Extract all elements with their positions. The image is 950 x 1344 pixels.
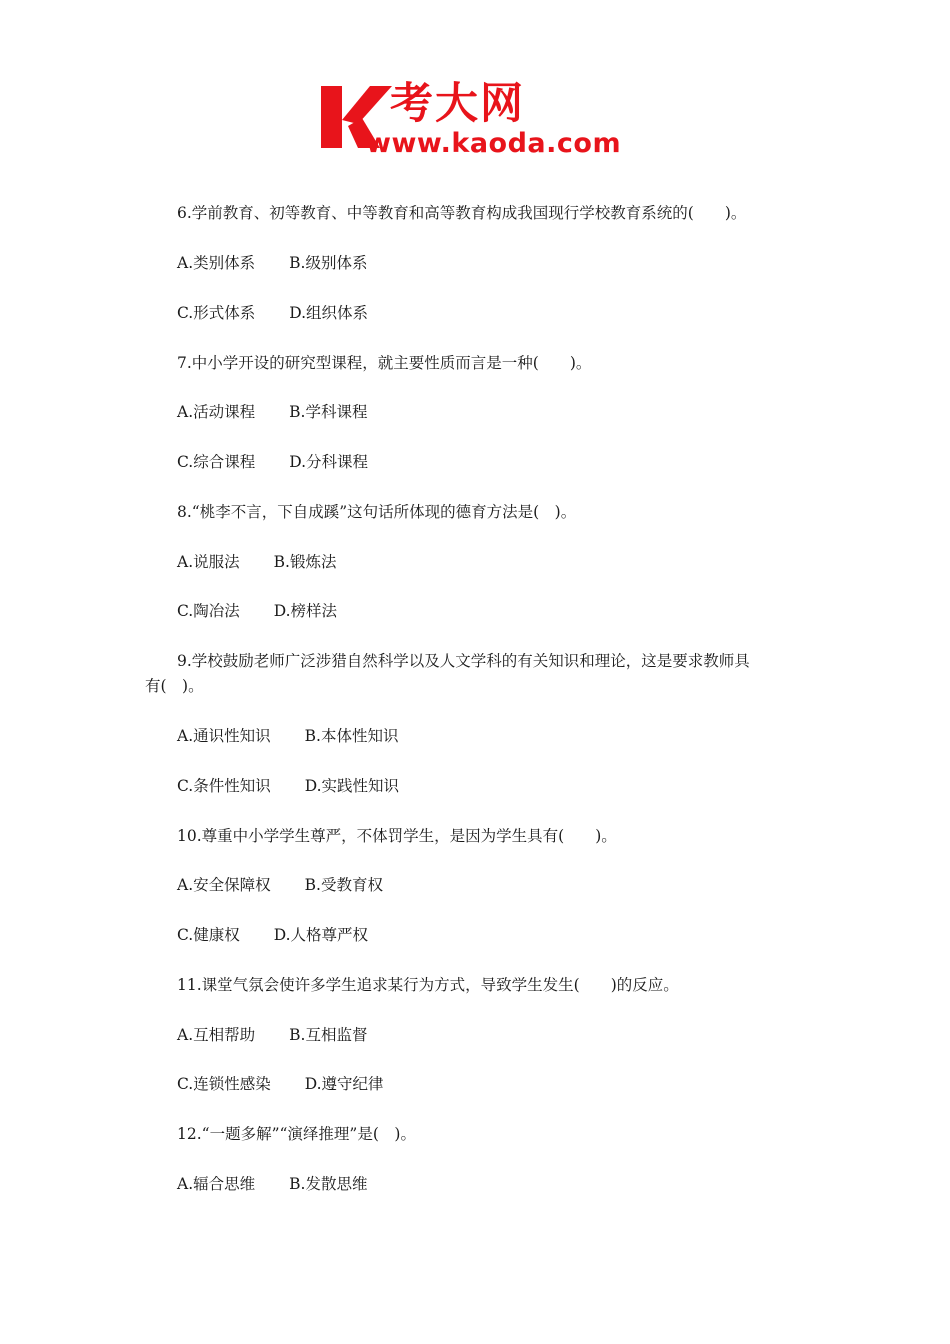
question-stem: 8.“桃李不言，下自成蹊”这句话所体现的德育方法是( )。 xyxy=(177,503,577,521)
question-stem: 12.“一题多解”“演绎推理”是( )。 xyxy=(177,1125,416,1143)
option-row xyxy=(177,252,367,274)
option-row xyxy=(177,451,368,473)
option-row xyxy=(177,924,368,946)
option-d: D.遵守纪律 xyxy=(304,1075,384,1093)
question-stem: 10.尊重中小学学生尊严，不体罚学生，是因为学生具有( )。 xyxy=(177,827,617,845)
option-c: C.条件性知识 xyxy=(177,777,271,795)
option-b: B.本体性知识 xyxy=(304,727,399,745)
option-row xyxy=(177,1024,367,1046)
option-b: B.互相监督 xyxy=(289,1026,368,1044)
kaoda-logo xyxy=(318,80,638,160)
option-d: D.组织体系 xyxy=(289,304,369,322)
option-d: D.分科课程 xyxy=(289,453,369,471)
option-a: A.互相帮助 xyxy=(177,1026,256,1044)
option-a: A.通识性知识 xyxy=(177,727,271,745)
option-b: B.受教育权 xyxy=(304,876,383,894)
option-row xyxy=(177,1073,384,1095)
option-d: D.榜样法 xyxy=(273,602,338,620)
question-stem: 6.学前教育、初等教育、中等教育和高等教育构成我国现行学校教育系统的( )。 xyxy=(177,204,747,222)
question-stem: 7.中小学开设的研究型课程，就主要性质而言是一种( )。 xyxy=(177,354,592,372)
option-b: B.锻炼法 xyxy=(273,553,337,571)
option-a: A.辐合思维 xyxy=(177,1175,256,1193)
logo-url: www.kaoda.com xyxy=(366,128,622,159)
option-row xyxy=(177,725,398,747)
option-row xyxy=(177,874,383,896)
option-row xyxy=(177,1173,367,1195)
option-a: A.说服法 xyxy=(177,553,240,571)
option-c: C.陶冶法 xyxy=(177,602,240,620)
question-stem-continuation: 有( )。 xyxy=(145,677,204,695)
option-a: A.类别体系 xyxy=(177,254,256,272)
option-row xyxy=(177,600,337,622)
option-row xyxy=(177,775,399,797)
option-row xyxy=(177,401,367,423)
option-a: A.活动课程 xyxy=(177,403,256,421)
option-c: C.形式体系 xyxy=(177,304,256,322)
option-c: C.健康权 xyxy=(177,926,240,944)
logo-title: 考大网 xyxy=(390,79,525,129)
option-a: A.安全保障权 xyxy=(177,876,271,894)
option-d: D.人格尊严权 xyxy=(273,926,369,944)
option-b: B.学科课程 xyxy=(289,403,368,421)
question-stem: 9.学校鼓励老师广泛涉猎自然科学以及人文学科的有关知识和理论，这是要求教师具 xyxy=(177,652,750,670)
question-stem: 11.课堂气氛会使许多学生追求某行为方式，导致学生发生( )的反应。 xyxy=(177,976,679,994)
option-c: C.连锁性感染 xyxy=(177,1075,271,1093)
option-c: C.综合课程 xyxy=(177,453,256,471)
option-row xyxy=(177,302,368,324)
option-b: B.发散思维 xyxy=(289,1175,368,1193)
option-row xyxy=(177,551,336,573)
option-d: D.实践性知识 xyxy=(304,777,400,795)
option-b: B.级别体系 xyxy=(289,254,368,272)
